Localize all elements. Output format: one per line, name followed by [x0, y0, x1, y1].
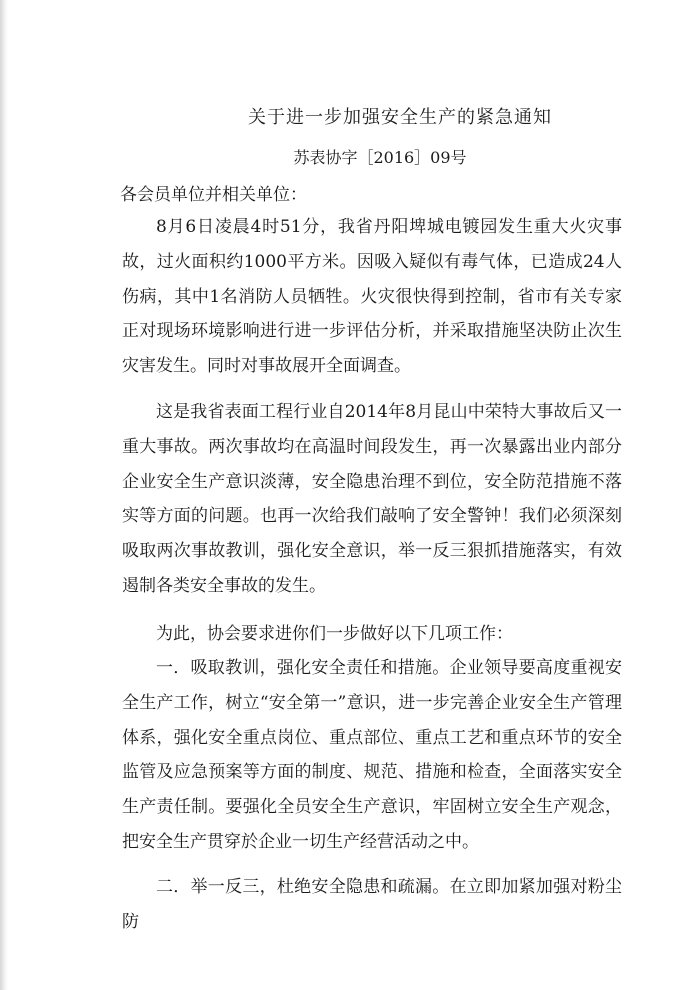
paragraph-incident: 8月6日凌晨4时51分，我省丹阳埤城电镀园发生重大火灾事故，过火面积约1000平方米。因吸入疑似有毒气体，已造成24人伤病，其中1名消防人员牺牲。火灾很快得到控制，省市有关专家正对现场环境影响进行进一步评估分析，并采取措施坚决防止次生灾害发生。同时对事故展开全面调查。: [122, 217, 622, 377]
document-number: 苏表协字［2016］09号: [293, 148, 467, 167]
salutation: 各会员单位并相关单位：: [120, 185, 307, 205]
document-title: 关于进一步加强安全生产的紧急通知: [248, 107, 552, 128]
paragraph-requirements-intro: 为此，协会要求进你们一步做好以下几项工作：: [156, 624, 513, 644]
paragraph-item-two: 二．举一反三，杜绝安全隐患和疏漏。在立即加紧加强对粉尘防: [122, 877, 622, 932]
paragraph-item-one: 一．吸取教训，强化安全责任和措施。企业领导要高度重视安全生产工作，树立“安全第一”意识，进一步完善企业安全生产管理体系，强化安全重点岗位、重点部位、重点工艺和重点环节的安全监管及应急预案等方面的制度、规范、措施和检查，全面落实安全生产责任制。要强化全员安全生产意识，牢固树立安全生产观念，把安全生产贯穿於企业一切生产经营活动之中。: [122, 658, 622, 852]
paragraph-analysis: 这是我省表面工程行业自2014年8月昆山中荣特大事故后又一重大事故。两次事故均在高温时间段发生，再一次暴露出业内部分企业安全生产意识淡薄，安全隐患治理不到位，安全防范措施不落实等方面的问题。也再一次给我们敲响了安全警钟！我们必须深刻吸取两次事故教训，强化安全意识，举一反三狠抓措施落实，有效遏制各类安全事故的发生。: [122, 402, 622, 596]
